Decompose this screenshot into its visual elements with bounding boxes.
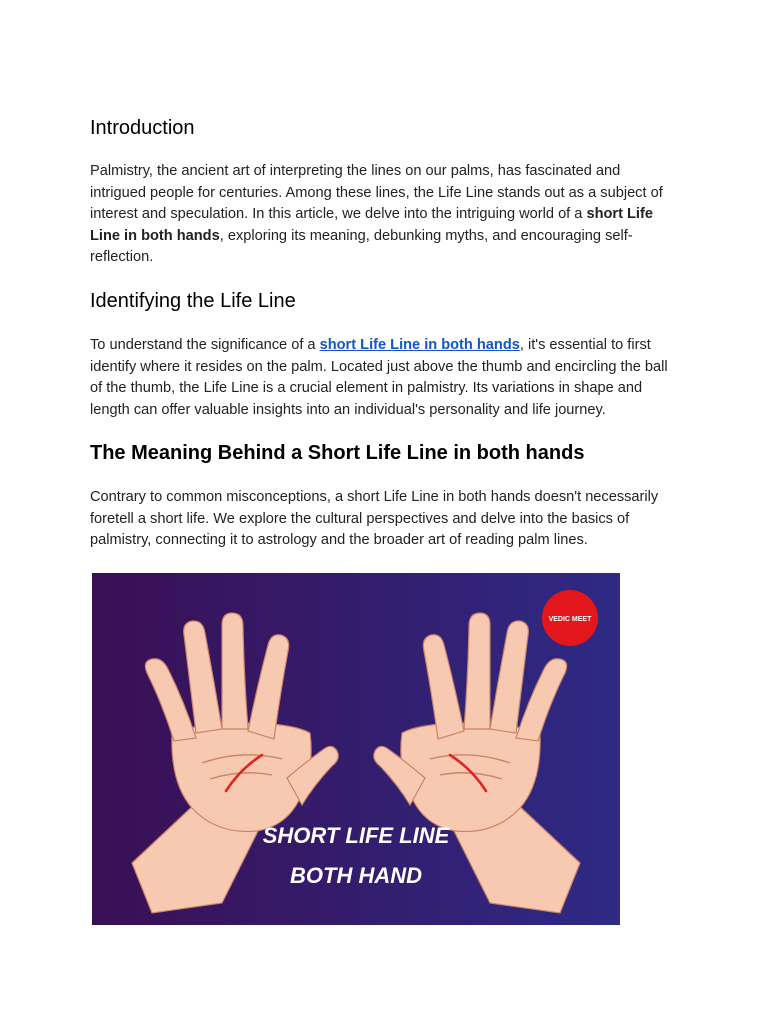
image-caption-line2: BOTH HAND: [290, 863, 422, 888]
paragraph-identifying-life-line: [90, 335, 680, 421]
paragraph-introduction: [90, 161, 680, 269]
intro-text-before: Palmistry, the ancient art of interpreting the lines on our palms, has fascinated and intrigued people for centuries. Among these lines, the Life Line stands out as a subject of interest and speculation. In this article, we delve into the intriguing world of a: [90, 163, 663, 222]
paragraph-meaning-short-life-line: Contrary to common misconceptions, a short Life Line in both hands doesn't necessarily foretell a short life. We explore the cultural perspectives and delve into the basics of palmistry, connecting it to astrology and the broader art of reading palm lines.: [90, 489, 659, 548]
image-caption-line1: SHORT LIFE LINE: [262, 823, 450, 848]
heading-identifying-life-line: Identifying the Life Line: [90, 290, 296, 312]
heading-introduction: Introduction: [90, 117, 195, 139]
short-life-line-link[interactable]: short Life Line in both hands: [319, 337, 520, 353]
ident-text-after: , it's essential to first identify where it resides on the palm. Located just above the thumb and encircling the ball of the thumb, the Life Line is a crucial element in palmistry. Its variations in shape and length can offer valuable insights into an individual's personality and life journey.: [90, 337, 668, 418]
intro-text-bold: short Life Line in both hands: [90, 206, 653, 244]
intro-text-after: , exploring its meaning, debunking myths, and encouraging self-reflection.: [90, 227, 633, 265]
vedic-meet-logo: [542, 590, 598, 646]
article-image-short-life-line: [92, 573, 620, 925]
palm-illustration: [92, 573, 620, 925]
ident-text-before: To understand the significance of a: [90, 337, 320, 353]
heading-meaning-short-life-line: The Meaning Behind a Short Life Line in both hands: [90, 442, 585, 464]
logo-text: VEDIC MEET: [548, 616, 592, 623]
